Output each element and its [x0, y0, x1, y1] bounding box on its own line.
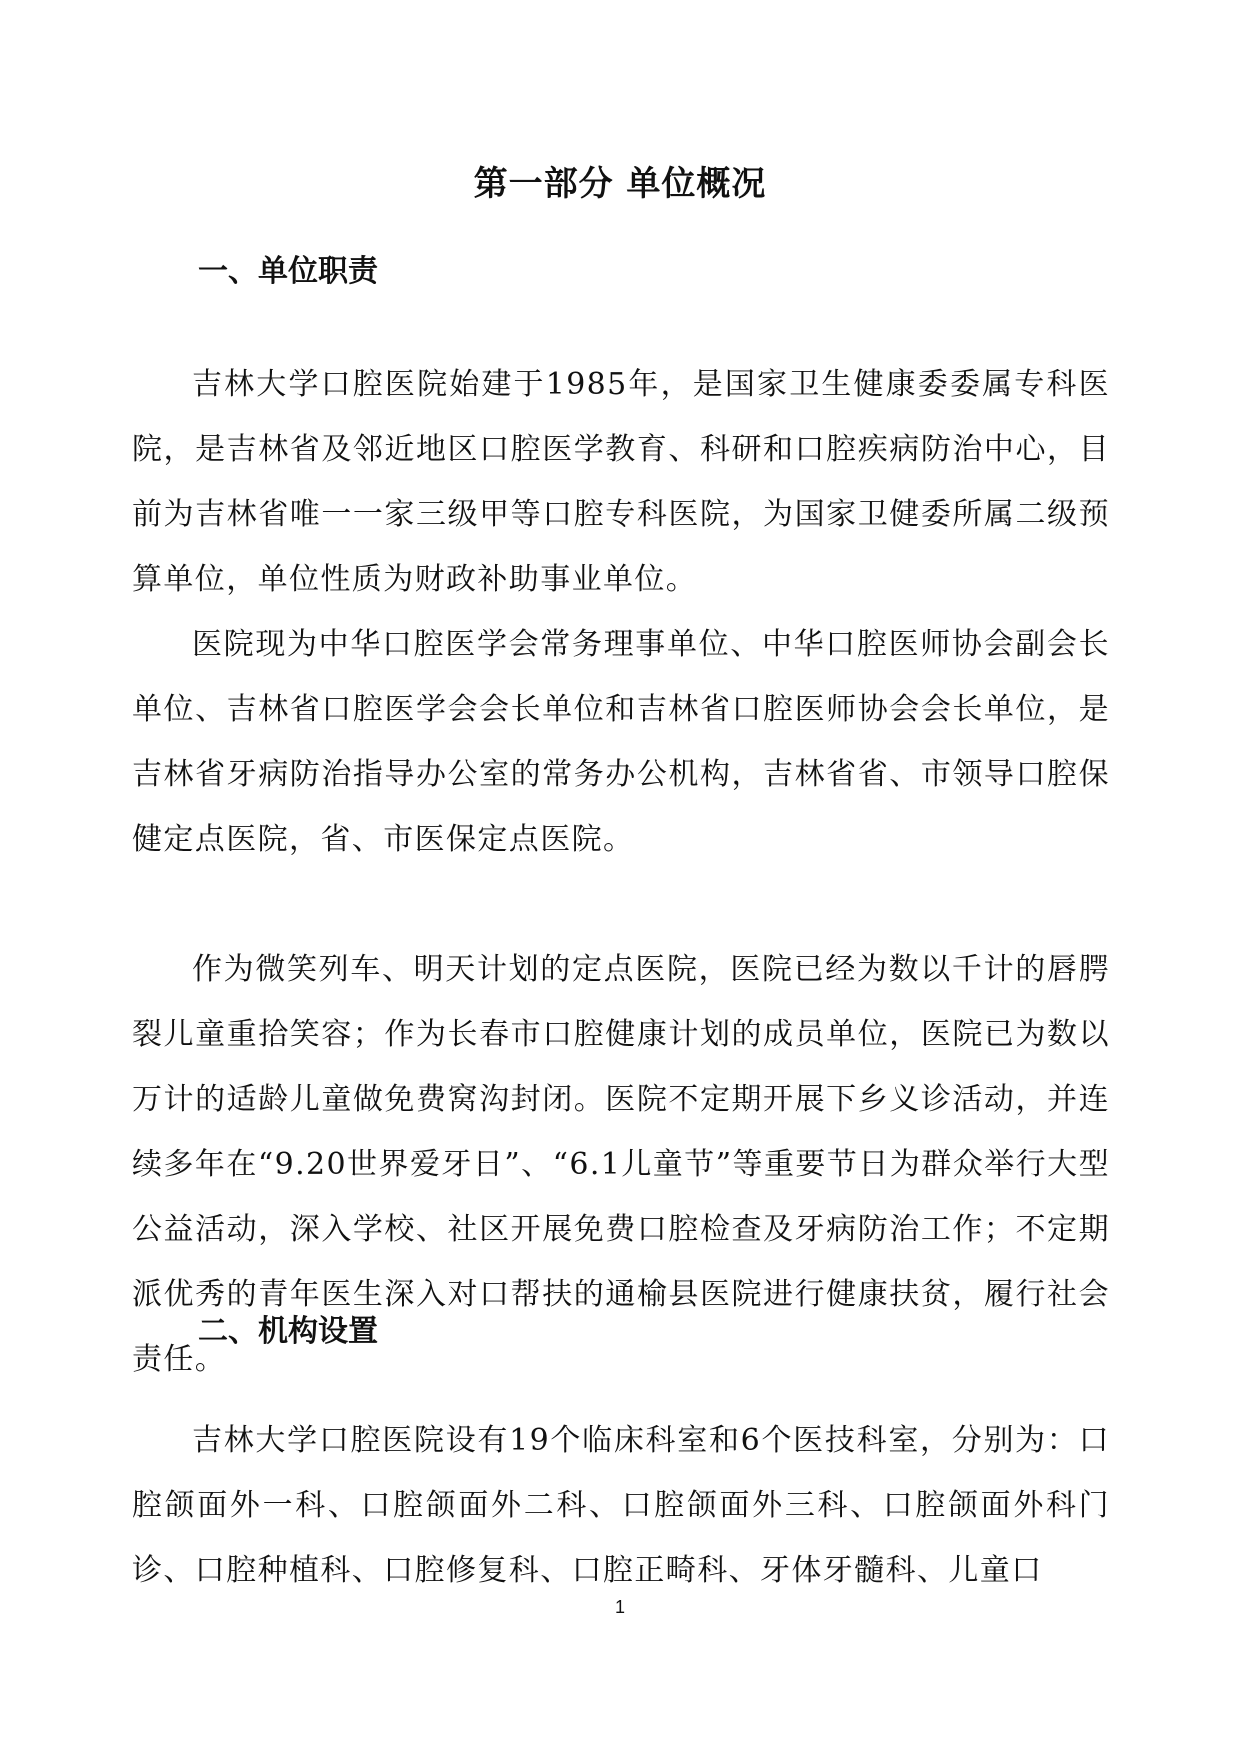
section-heading-organization: 二、机构设置 [198, 1314, 378, 1349]
paragraph-memberships: 医院现为中华口腔医学会常务理事单位、中华口腔医师协会副会长单位、吉林省口腔医学会会长单位和吉林省口腔医师协会会长单位，是吉林省牙病防治指导办公室的常务办公机构，吉林省省、市领导口腔保健定点医院，省、市医保定点医院。 [132, 627, 1110, 857]
paragraph-hospital-overview: 吉林大学口腔医院始建于1985年，是国家卫生健康委委属专科医院，是吉林省及邻近地区口腔医学教育、科研和口腔疾病防治中心，目前为吉林省唯一一家三级甲等口腔专科医院，为国家卫健委所属二级预算单位，单位性质为财政补助事业单位。 [132, 367, 1110, 597]
paragraph-public-welfare: 作为微笑列车、明天计划的定点医院，医院已经为数以千计的唇腭裂儿童重拾笑容；作为长春市口腔健康计划的成员单位，医院已为数以万计的适龄儿童做免费窝沟封闭。医院不定期开展下乡义诊活动，并连续多年在“9.20世界爱牙日”、“6.1儿童节”等重要节日为群众举行大型公益活动，深入学校、社区开展免费口腔检查及牙病防治工作；不定期派优秀的青年医生深入对口帮扶的通榆县医院进行健康扶贫，履行社会责任。 [132, 952, 1110, 1377]
page-title: 第一部分 单位概况 [473, 164, 767, 204]
page-number: 1 [614, 1597, 625, 1617]
paragraph-departments: 吉林大学口腔医院设有19个临床科室和6个医技科室，分别为：口腔颌面外一科、口腔颌面外二科、口腔颌面外三科、口腔颌面外科门诊、口腔种植科、口腔修复科、口腔正畸科、牙体牙髓科、儿童口 [132, 1423, 1110, 1588]
section-heading-unit-duties: 一、单位职责 [198, 254, 378, 289]
